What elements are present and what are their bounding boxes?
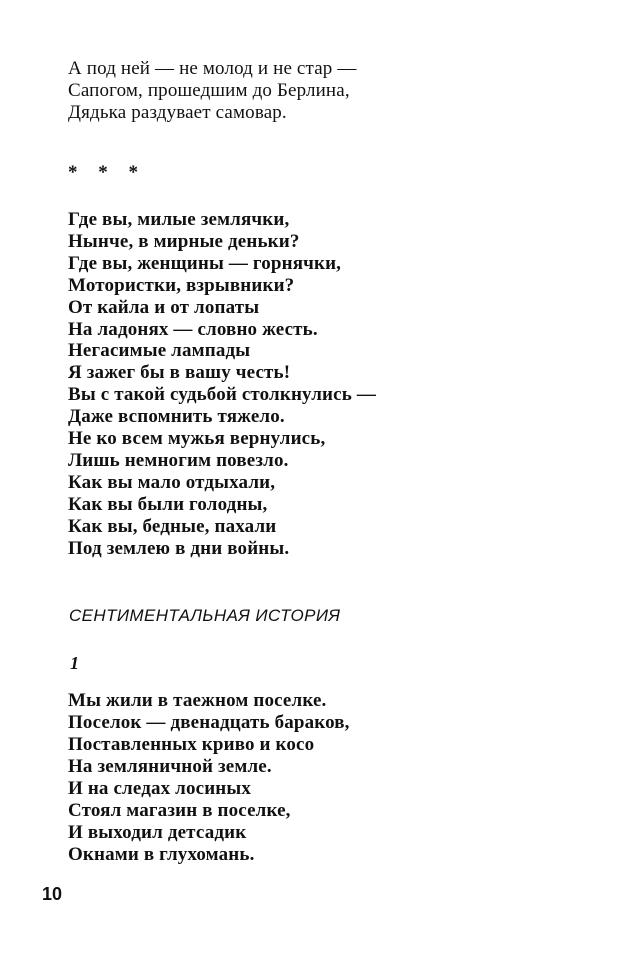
- poem-line: На ладонях — словно жесть.: [68, 318, 318, 340]
- poem-line: Под землею в дни войны.: [68, 537, 290, 559]
- poem-line: Как вы мало отдыхали,: [68, 471, 276, 493]
- poem-line: Сапогом, прошедшим до Берлина,: [68, 79, 350, 101]
- poem-line: Как вы были голодны,: [68, 493, 268, 515]
- poem-line: И выходил детсадик: [68, 822, 247, 843]
- poem-line: Окнами в глухомань.: [68, 844, 255, 865]
- asterisk-separator: * * *: [68, 162, 146, 183]
- poem-line: Мотористки, взрывники?: [68, 274, 295, 296]
- poem-line: Лишь немногим повезло.: [68, 449, 289, 471]
- poem-line: Негасимые лампады: [68, 340, 251, 362]
- poem-line: Я зажег бы в вашу честь!: [68, 362, 291, 384]
- poem-line: И на следах лосиных: [68, 778, 252, 799]
- poem-stanza-zemlyachki: [68, 209, 376, 560]
- poem-line: Поселок — двенадцать бараков,: [68, 712, 350, 733]
- poem-ending-stanza: [68, 58, 356, 124]
- poem-line: От кайла и от лопаты: [68, 296, 260, 318]
- poem-line: Нынче, в мирные деньки?: [68, 230, 300, 252]
- poem-line: Как вы, бедные, пахали: [68, 515, 277, 537]
- poem-line: Мы жили в таежном поселке.: [68, 690, 327, 711]
- poem-line: Стоял магазин в поселке,: [68, 800, 291, 821]
- poem-line: Где вы, женщины — горнячки,: [68, 252, 342, 274]
- poem-line: Где вы, милые землячки,: [68, 209, 290, 230]
- part-number: 1: [70, 653, 79, 673]
- poem-line: На земляничной земле.: [68, 756, 272, 777]
- poem-line: Поставленных криво и косо: [68, 734, 315, 755]
- poem-line: Дядька раздувает самовар.: [68, 101, 287, 123]
- poem-line: Вы с такой судьбой столкнулись —: [68, 384, 376, 406]
- poem-line: Даже вспомнить тяжело.: [68, 406, 285, 428]
- page-number: 10: [42, 884, 63, 904]
- poem-line: А под ней — не молод и не стар —: [68, 58, 357, 79]
- section-title: СЕНТИМЕНТАЛЬНАЯ ИСТОРИЯ: [69, 606, 341, 625]
- poem-stanza-sentimental-story: [68, 690, 350, 866]
- poem-line: Не ко всем мужья вернулись,: [68, 428, 326, 450]
